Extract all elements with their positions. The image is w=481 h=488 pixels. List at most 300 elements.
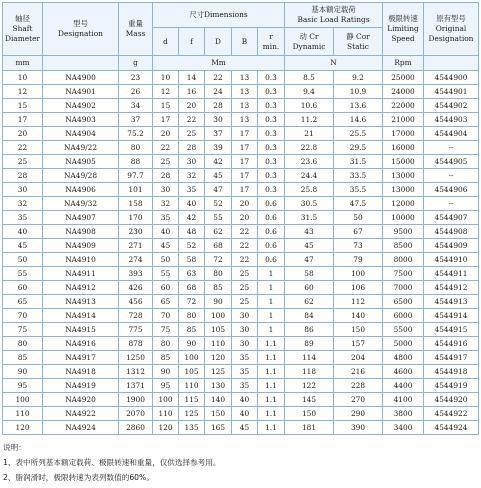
speed-cell: 10000 bbox=[383, 211, 424, 225]
dim-B-cell: 13 bbox=[232, 99, 258, 113]
model-cell: NA4913 bbox=[43, 295, 119, 309]
original-model-unit bbox=[424, 56, 479, 71]
dim-d-cell: 50 bbox=[153, 253, 179, 267]
static-load-cell: 10.9 bbox=[334, 85, 383, 99]
dim-B-header: B bbox=[232, 28, 258, 56]
static-load-cell: 157 bbox=[334, 337, 383, 351]
original-model-cell: -- bbox=[424, 197, 479, 211]
dim-r-cell: 0.6 bbox=[258, 211, 285, 225]
dim-D-cell: 130 bbox=[205, 379, 232, 393]
original-model-cell: 4544903 bbox=[424, 113, 479, 127]
dim-r-cell: 0.6 bbox=[258, 225, 285, 239]
dim-d-cell: 120 bbox=[153, 421, 179, 435]
dim-r-cell: 0.6 bbox=[258, 197, 285, 211]
shaft-diameter-cell: 70 bbox=[3, 309, 43, 323]
static-load-cell: 31.5 bbox=[334, 155, 383, 169]
dim-r-cell: 0.3 bbox=[258, 85, 285, 99]
dim-d-cell: 70 bbox=[153, 309, 179, 323]
dim-f-cell: 30 bbox=[179, 155, 205, 169]
dim-r-cell: 1 bbox=[258, 281, 285, 295]
dim-D-cell: 120 bbox=[205, 351, 232, 365]
dim-D-cell: 55 bbox=[205, 211, 232, 225]
original-model-cell: 4544906 bbox=[424, 183, 479, 197]
dynamic-load-cell: 60 bbox=[285, 281, 334, 295]
dynamic-load-cell: 45 bbox=[285, 239, 334, 253]
dim-D-cell: 45 bbox=[205, 169, 232, 183]
static-load-cell: 73 bbox=[334, 239, 383, 253]
shaft-diameter-header: 轴径 Shaft Diameter bbox=[3, 3, 43, 56]
weight-cell: 775 bbox=[119, 323, 153, 337]
dynamic-load-cell: 22.8 bbox=[285, 141, 334, 155]
weight-cell: 426 bbox=[119, 281, 153, 295]
dim-D-cell: 90 bbox=[205, 295, 232, 309]
dim-d-cell: 45 bbox=[153, 239, 179, 253]
dim-D-cell: 165 bbox=[205, 421, 232, 435]
dim-D-cell: 80 bbox=[205, 267, 232, 281]
static-load-cell: 14.6 bbox=[334, 113, 383, 127]
weight-cell: 34 bbox=[119, 99, 153, 113]
original-model-cell: 4544904 bbox=[424, 127, 479, 141]
model-cell: NA4916 bbox=[43, 337, 119, 351]
dim-f-cell: 32 bbox=[179, 169, 205, 183]
dim-f-cell: 48 bbox=[179, 225, 205, 239]
original-model-cell: 4544914 bbox=[424, 309, 479, 323]
dim-B-cell: 17 bbox=[232, 141, 258, 155]
speed-cell: 16000 bbox=[383, 141, 424, 155]
dim-B-cell: 35 bbox=[232, 365, 258, 379]
dim-D-cell: 47 bbox=[205, 183, 232, 197]
dim-D-header: D bbox=[205, 28, 232, 56]
model-cell: NA4919 bbox=[43, 379, 119, 393]
dim-D-cell: 22 bbox=[205, 71, 232, 85]
model-cell: NA4905 bbox=[43, 155, 119, 169]
static-load-cell: 35.5 bbox=[334, 183, 383, 197]
original-model-cell: 4544900 bbox=[424, 71, 479, 85]
static-load-cell: 100 bbox=[334, 267, 383, 281]
original-model-cell: 4544908 bbox=[424, 225, 479, 239]
model-cell: NA4909 bbox=[43, 239, 119, 253]
dim-r-header: r min. bbox=[258, 28, 285, 56]
dim-f-cell: 42 bbox=[179, 211, 205, 225]
weight-cell: 37 bbox=[119, 113, 153, 127]
original-model-cell: 4544907 bbox=[424, 211, 479, 225]
weight-cell: 97.7 bbox=[119, 169, 153, 183]
model-cell: NA4910 bbox=[43, 253, 119, 267]
notes-title: 说明： bbox=[3, 443, 26, 452]
speed-cell: 4600 bbox=[383, 365, 424, 379]
speed-cell: 3400 bbox=[383, 421, 424, 435]
dimensions-unit: Mm bbox=[153, 56, 285, 71]
dim-f-cell: 105 bbox=[179, 365, 205, 379]
dim-r-cell: 0.3 bbox=[258, 141, 285, 155]
dim-D-cell: 125 bbox=[205, 365, 232, 379]
table-row bbox=[3, 407, 479, 421]
dynamic-load-cell: 84 bbox=[285, 309, 334, 323]
table-row bbox=[3, 267, 479, 281]
dim-d-cell: 10 bbox=[153, 71, 179, 85]
speed-cell: 5000 bbox=[383, 337, 424, 351]
model-cell: NA4904 bbox=[43, 127, 119, 141]
table-row bbox=[3, 421, 479, 435]
dynamic-load-cell: 118 bbox=[285, 365, 334, 379]
dim-d-cell: 12 bbox=[153, 85, 179, 99]
dim-f-cell: 90 bbox=[179, 337, 205, 351]
dim-B-cell: 20 bbox=[232, 197, 258, 211]
dim-f-cell: 16 bbox=[179, 85, 205, 99]
dynamic-load-cell: 86 bbox=[285, 323, 334, 337]
table-row bbox=[3, 183, 479, 197]
dim-B-cell: 13 bbox=[232, 71, 258, 85]
speed-cell: 7500 bbox=[383, 267, 424, 281]
dim-d-cell: 60 bbox=[153, 281, 179, 295]
shaft-diameter-cell: 15 bbox=[3, 99, 43, 113]
weight-cell: 2860 bbox=[119, 421, 153, 435]
static-load-cell: 33.5 bbox=[334, 169, 383, 183]
table-row bbox=[3, 393, 479, 407]
weight-cell: 274 bbox=[119, 253, 153, 267]
weight-cell: 75.2 bbox=[119, 127, 153, 141]
original-model-cell: 4544922 bbox=[424, 407, 479, 421]
dynamic-load-cell: 181 bbox=[285, 421, 334, 435]
dim-r-cell: 0.3 bbox=[258, 71, 285, 85]
dim-D-cell: 52 bbox=[205, 197, 232, 211]
dim-B-cell: 17 bbox=[232, 155, 258, 169]
weight-cell: 26 bbox=[119, 85, 153, 99]
shaft-diameter-cell: 90 bbox=[3, 365, 43, 379]
speed-cell: 6500 bbox=[383, 295, 424, 309]
table-row bbox=[3, 197, 479, 211]
dim-r-cell: 1.1 bbox=[258, 365, 285, 379]
static-load-cell: 150 bbox=[334, 323, 383, 337]
spec-table-body bbox=[3, 71, 479, 435]
model-cell: NA4915 bbox=[43, 323, 119, 337]
original-model-cell: 4544919 bbox=[424, 379, 479, 393]
dim-D-cell: 24 bbox=[205, 85, 232, 99]
static-load-cell: 47.5 bbox=[334, 197, 383, 211]
dim-r-cell: 0.3 bbox=[258, 155, 285, 169]
speed-cell: 24000 bbox=[383, 85, 424, 99]
model-cell: NA4907 bbox=[43, 211, 119, 225]
shaft-diameter-cell: 25 bbox=[3, 155, 43, 169]
shaft-diameter-cell: 85 bbox=[3, 351, 43, 365]
speed-cell: 4800 bbox=[383, 351, 424, 365]
dim-B-cell: 17 bbox=[232, 127, 258, 141]
dim-d-header: d bbox=[153, 28, 179, 56]
dim-B-cell: 30 bbox=[232, 323, 258, 337]
dim-B-cell: 25 bbox=[232, 281, 258, 295]
weight-cell: 230 bbox=[119, 225, 153, 239]
original-model-cell: 4544901 bbox=[424, 85, 479, 99]
table-row bbox=[3, 239, 479, 253]
shaft-diameter-cell: 100 bbox=[3, 393, 43, 407]
original-model-cell: 4544918 bbox=[424, 365, 479, 379]
shaft-diameter-cell: 120 bbox=[3, 421, 43, 435]
dynamic-load-cell: 9.4 bbox=[285, 85, 334, 99]
dim-D-cell: 105 bbox=[205, 323, 232, 337]
static-load-cell: 9.2 bbox=[334, 71, 383, 85]
dim-r-cell: 0.3 bbox=[258, 113, 285, 127]
original-model-cell: 4544913 bbox=[424, 295, 479, 309]
dim-D-cell: 42 bbox=[205, 155, 232, 169]
table-row bbox=[3, 309, 479, 323]
dim-B-cell: 30 bbox=[232, 309, 258, 323]
dim-r-cell: 1 bbox=[258, 295, 285, 309]
dim-D-cell: 30 bbox=[205, 113, 232, 127]
dim-B-cell: 13 bbox=[232, 113, 258, 127]
shaft-diameter-cell: 20 bbox=[3, 127, 43, 141]
weight-cell: 456 bbox=[119, 295, 153, 309]
static-load-cell: 50 bbox=[334, 211, 383, 225]
dim-r-cell: 1.1 bbox=[258, 407, 285, 421]
shaft-diameter-cell: 95 bbox=[3, 379, 43, 393]
dim-B-cell: 35 bbox=[232, 379, 258, 393]
dim-d-cell: 15 bbox=[153, 99, 179, 113]
dynamic-load-cell: 62 bbox=[285, 295, 334, 309]
original-model-cell: 4544911 bbox=[424, 267, 479, 281]
dynamic-load-cell: 122 bbox=[285, 379, 334, 393]
speed-cell: 9500 bbox=[383, 225, 424, 239]
dynamic-load-cell: 21 bbox=[285, 127, 334, 141]
speed-cell: 15000 bbox=[383, 155, 424, 169]
weight-cell: 158 bbox=[119, 197, 153, 211]
dynamic-load-cell: 43 bbox=[285, 225, 334, 239]
original-model-cell: 4544924 bbox=[424, 421, 479, 435]
speed-cell: 22000 bbox=[383, 99, 424, 113]
dim-r-cell: 1.1 bbox=[258, 379, 285, 393]
dim-d-cell: 30 bbox=[153, 183, 179, 197]
dim-B-cell: 22 bbox=[232, 253, 258, 267]
speed-cell: 25000 bbox=[383, 71, 424, 85]
dynamic-load-cell: 114 bbox=[285, 351, 334, 365]
dim-f-cell: 58 bbox=[179, 253, 205, 267]
weight-cell: 728 bbox=[119, 309, 153, 323]
dim-f-cell: 14 bbox=[179, 71, 205, 85]
original-model-cell: 4544915 bbox=[424, 323, 479, 337]
dim-f-cell: 80 bbox=[179, 309, 205, 323]
dim-r-cell: 0.3 bbox=[258, 183, 285, 197]
dim-f-cell: 115 bbox=[179, 393, 205, 407]
table-row bbox=[3, 113, 479, 127]
speed-cell: 8500 bbox=[383, 239, 424, 253]
original-model-cell: -- bbox=[424, 141, 479, 155]
dim-D-cell: 72 bbox=[205, 253, 232, 267]
speed-cell: 3800 bbox=[383, 407, 424, 421]
static-load-cell: 25.5 bbox=[334, 127, 383, 141]
dim-B-cell: 22 bbox=[232, 225, 258, 239]
static-load-cell: 390 bbox=[334, 421, 383, 435]
table-row bbox=[3, 225, 479, 239]
dim-d-cell: 100 bbox=[153, 393, 179, 407]
dim-r-cell: 0.3 bbox=[258, 127, 285, 141]
dim-B-cell: 45 bbox=[232, 421, 258, 435]
dim-r-cell: 1.1 bbox=[258, 351, 285, 365]
original-model-header: 原有型号 Original Designation bbox=[424, 3, 479, 56]
table-row bbox=[3, 281, 479, 295]
table-row bbox=[3, 253, 479, 267]
dim-f-cell: 28 bbox=[179, 141, 205, 155]
original-model-cell: -- bbox=[424, 169, 479, 183]
dim-f-cell: 135 bbox=[179, 421, 205, 435]
dim-r-cell: 0.6 bbox=[258, 239, 285, 253]
table-row bbox=[3, 169, 479, 183]
dim-B-cell: 25 bbox=[232, 295, 258, 309]
static-load-cell: 29.5 bbox=[334, 141, 383, 155]
speed-cell: 13000 bbox=[383, 183, 424, 197]
dim-f-cell: 85 bbox=[179, 323, 205, 337]
model-cell: NA4901 bbox=[43, 85, 119, 99]
static-load-cell: 106 bbox=[334, 281, 383, 295]
dim-d-cell: 90 bbox=[153, 365, 179, 379]
speed-cell: 4400 bbox=[383, 379, 424, 393]
model-cell: NA4912 bbox=[43, 281, 119, 295]
table-row bbox=[3, 351, 479, 365]
dim-B-cell: 20 bbox=[232, 211, 258, 225]
original-model-cell: 4544909 bbox=[424, 239, 479, 253]
dim-d-cell: 75 bbox=[153, 323, 179, 337]
weight-cell: 1371 bbox=[119, 379, 153, 393]
dim-d-cell: 65 bbox=[153, 295, 179, 309]
speed-cell: 6000 bbox=[383, 309, 424, 323]
load-ratings-header: 基本额定载荷 Basic Load Ratings bbox=[285, 3, 383, 28]
speed-cell: 17000 bbox=[383, 127, 424, 141]
dynamic-load-cell: 25.8 bbox=[285, 183, 334, 197]
speed-cell: 12000 bbox=[383, 197, 424, 211]
dim-d-cell: 80 bbox=[153, 337, 179, 351]
dim-f-header: f bbox=[179, 28, 205, 56]
dim-r-cell: 0.3 bbox=[258, 99, 285, 113]
weight-cell: 170 bbox=[119, 211, 153, 225]
speed-cell: 8000 bbox=[383, 253, 424, 267]
table-row bbox=[3, 85, 479, 99]
dim-f-cell: 52 bbox=[179, 239, 205, 253]
speed-unit: Rpm bbox=[383, 56, 424, 71]
dim-r-cell: 0.6 bbox=[258, 253, 285, 267]
static-load-header: 静 Cor Static bbox=[334, 28, 383, 56]
dim-f-cell: 20 bbox=[179, 99, 205, 113]
dynamic-load-cell: 24.4 bbox=[285, 169, 334, 183]
static-load-cell: 112 bbox=[334, 295, 383, 309]
dim-B-cell: 30 bbox=[232, 337, 258, 351]
original-model-cell: 4544905 bbox=[424, 155, 479, 169]
weight-cell: 271 bbox=[119, 239, 153, 253]
dynamic-load-cell: 23.6 bbox=[285, 155, 334, 169]
weight-cell: 393 bbox=[119, 267, 153, 281]
dim-r-cell: 1 bbox=[258, 309, 285, 323]
model-cell: NA49/32 bbox=[43, 197, 119, 211]
shaft-diameter-cell: 65 bbox=[3, 295, 43, 309]
model-cell: NA49/22 bbox=[43, 141, 119, 155]
dim-r-cell: 0.3 bbox=[258, 169, 285, 183]
shaft-diameter-cell: 17 bbox=[3, 113, 43, 127]
model-cell: NA4900 bbox=[43, 71, 119, 85]
static-load-cell: 67 bbox=[334, 225, 383, 239]
weight-cell: 1312 bbox=[119, 365, 153, 379]
table-row bbox=[3, 379, 479, 393]
weight-cell: 80 bbox=[119, 141, 153, 155]
weight-header: 重量 Mass bbox=[119, 3, 153, 56]
model-unit bbox=[43, 56, 119, 71]
dynamic-load-cell: 145 bbox=[285, 393, 334, 407]
model-cell: NA4908 bbox=[43, 225, 119, 239]
dim-d-cell: 25 bbox=[153, 155, 179, 169]
dim-d-cell: 35 bbox=[153, 211, 179, 225]
weight-cell: 1900 bbox=[119, 393, 153, 407]
dim-d-cell: 55 bbox=[153, 267, 179, 281]
shaft-diameter-cell: 110 bbox=[3, 407, 43, 421]
dim-r-cell: 1.1 bbox=[258, 393, 285, 407]
model-header: 型号 Designation bbox=[43, 3, 119, 56]
dim-D-cell: 39 bbox=[205, 141, 232, 155]
original-model-cell: 4544910 bbox=[424, 253, 479, 267]
dynamic-load-cell: 30.5 bbox=[285, 197, 334, 211]
dynamic-load-header: 动 Cr Dynamic bbox=[285, 28, 334, 56]
dynamic-load-cell: 58 bbox=[285, 267, 334, 281]
model-cell: NA4906 bbox=[43, 183, 119, 197]
dim-f-cell: 35 bbox=[179, 183, 205, 197]
table-row bbox=[3, 365, 479, 379]
dim-d-cell: 85 bbox=[153, 351, 179, 365]
dim-f-cell: 25 bbox=[179, 127, 205, 141]
static-load-cell: 270 bbox=[334, 393, 383, 407]
dimensions-header: 尺寸Dimensions bbox=[153, 3, 285, 28]
model-cell: NA4917 bbox=[43, 351, 119, 365]
dynamic-load-cell: 8.5 bbox=[285, 71, 334, 85]
dim-B-cell: 25 bbox=[232, 267, 258, 281]
table-row bbox=[3, 141, 479, 155]
static-load-cell: 228 bbox=[334, 379, 383, 393]
shaft-diameter-cell: 32 bbox=[3, 197, 43, 211]
dim-f-cell: 40 bbox=[179, 197, 205, 211]
table-row bbox=[3, 155, 479, 169]
dim-D-cell: 100 bbox=[205, 309, 232, 323]
static-load-cell: 216 bbox=[334, 365, 383, 379]
original-model-cell: 4544920 bbox=[424, 393, 479, 407]
dim-f-cell: 63 bbox=[179, 267, 205, 281]
shaft-diameter-cell: 10 bbox=[3, 71, 43, 85]
weight-cell: 23 bbox=[119, 71, 153, 85]
dim-B-cell: 40 bbox=[232, 407, 258, 421]
dim-D-cell: 150 bbox=[205, 407, 232, 421]
shaft-diameter-cell: 22 bbox=[3, 141, 43, 155]
weight-cell: 2070 bbox=[119, 407, 153, 421]
dim-d-cell: 22 bbox=[153, 141, 179, 155]
shaft-diameter-cell: 75 bbox=[3, 323, 43, 337]
shaft-diameter-cell: 28 bbox=[3, 169, 43, 183]
static-load-cell: 79 bbox=[334, 253, 383, 267]
original-model-cell: 4544917 bbox=[424, 351, 479, 365]
shaft-diameter-cell: 55 bbox=[3, 267, 43, 281]
dim-d-cell: 110 bbox=[153, 407, 179, 421]
shaft-diameter-unit: mm bbox=[3, 56, 43, 71]
original-model-cell: 4544902 bbox=[424, 99, 479, 113]
dim-d-cell: 40 bbox=[153, 225, 179, 239]
table-row bbox=[3, 99, 479, 113]
static-load-cell: 140 bbox=[334, 309, 383, 323]
dim-D-cell: 37 bbox=[205, 127, 232, 141]
weight-cell: 101 bbox=[119, 183, 153, 197]
dim-f-cell: 125 bbox=[179, 407, 205, 421]
dim-D-cell: 28 bbox=[205, 99, 232, 113]
dim-d-cell: 95 bbox=[153, 379, 179, 393]
table-row bbox=[3, 211, 479, 225]
weight-unit: g bbox=[119, 56, 153, 71]
dim-d-cell: 17 bbox=[153, 113, 179, 127]
speed-cell: 5500 bbox=[383, 323, 424, 337]
static-load-cell: 290 bbox=[334, 407, 383, 421]
original-model-cell: 4544912 bbox=[424, 281, 479, 295]
dim-D-cell: 140 bbox=[205, 393, 232, 407]
speed-cell: 7000 bbox=[383, 281, 424, 295]
